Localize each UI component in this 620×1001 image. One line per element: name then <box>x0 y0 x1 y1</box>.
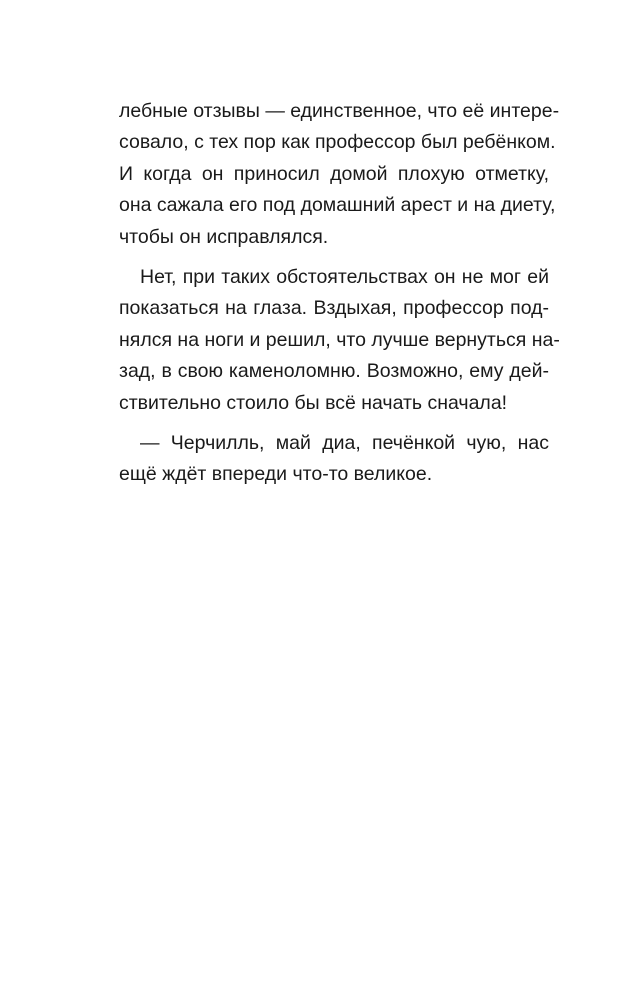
text-line: ещё ждёт впереди что-то великое. <box>119 463 433 486</box>
text-line: совало, с тех пор как профессор был ребёнком. <box>119 131 556 154</box>
text-line: Нет, при таких обстоятельствах он не мог ей <box>140 265 549 288</box>
paragraph-spacer <box>119 419 549 428</box>
paragraph-2 <box>119 262 560 419</box>
text-line: она сажала его под домашний арест и на диету, <box>119 194 556 217</box>
text-line: И когда он приносил домой плохую отметку, <box>119 162 549 185</box>
paragraph-3 <box>119 428 549 491</box>
text-line: зад, в свою каменоломню. Возможно, ему дей- <box>119 360 549 383</box>
text-line: лебные отзывы — единственное, что её интере- <box>119 100 560 122</box>
page-text <box>119 96 560 491</box>
text-line: ствительно стоило бы всё начать сначала! <box>119 391 508 414</box>
text-line: чтобы он исправлялся. <box>119 225 329 248</box>
text-line: — Черчилль, май диа, печёнкой чую, нас <box>140 431 549 454</box>
paragraph-1 <box>119 96 560 253</box>
text-line: нялся на ноги и решил, что лучше вернуться на- <box>119 328 560 351</box>
text-line: показаться на глаза. Вздыхая, профессор под- <box>119 297 549 320</box>
paragraph-spacer <box>119 253 549 262</box>
